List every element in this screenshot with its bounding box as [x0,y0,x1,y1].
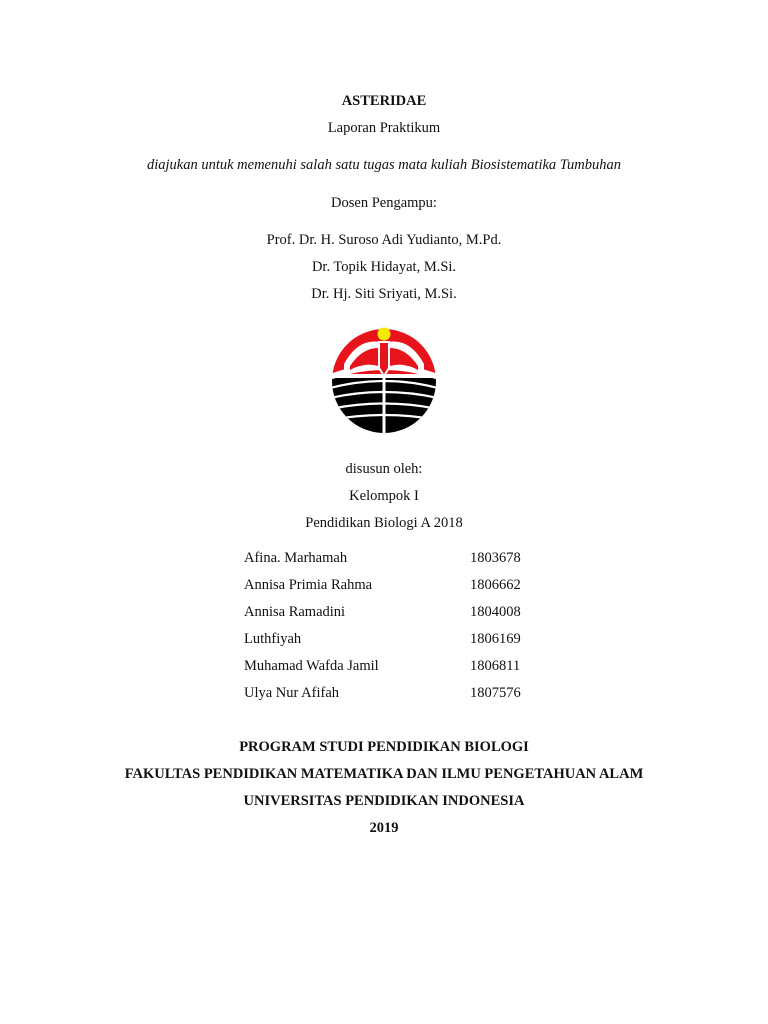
member-id: 1807576 [470,685,521,701]
report-year: 2019 [369,820,399,836]
member-id: 1804008 [470,604,521,620]
member-name: Afina. Marhamah [244,550,348,566]
member-id: 1806662 [470,577,521,593]
report-title: ASTERIDAE [341,93,427,109]
university-name: UNIVERSITAS PENDIDIKAN INDONESIA [243,793,525,809]
supervisor-name: Dr. Hj. Siti Sriyati, M.Si. [311,286,457,302]
member-name: Annisa Primia Rahma [244,577,373,593]
member-id: 1806811 [470,658,521,674]
member-id: 1806169 [470,631,521,647]
supervisor-heading: Dosen Pengampu: [331,195,437,211]
member-name: Ulya Nur Afifah [244,685,340,701]
list-item [244,657,544,684]
list-item [244,684,544,711]
supervisor-name: Prof. Dr. H. Suroso Adi Yudianto, M.Pd. [266,232,502,248]
member-list [244,549,544,711]
member-name: Annisa Ramadini [244,604,346,620]
report-purpose: diajukan untuk memenuhi salah satu tugas mata kuliah Biosistematika Tumbuhan [146,157,622,173]
supervisor-name: Dr. Topik Hidayat, M.Si. [311,259,457,275]
member-id: 1803678 [470,550,521,566]
list-item [244,576,544,603]
member-name: Muhamad Wafda Jamil [244,658,379,674]
list-item [244,603,544,630]
group-name: Kelompok I [349,488,419,504]
member-name: Luthfiyah [244,631,302,647]
report-subtitle: Laporan Praktikum [327,120,441,136]
faculty-name: FAKULTAS PENDIDIKAN MATEMATIKA DAN ILMU PENGETAHUAN ALAM [124,766,644,782]
university-logo-icon [330,324,438,436]
list-item [244,549,544,576]
list-item [244,630,544,657]
compiled-by-label: disusun oleh: [345,461,423,477]
class-name: Pendidikan Biologi A 2018 [305,515,463,531]
program-name: PROGRAM STUDI PENDIDIKAN BIOLOGI [239,739,529,755]
